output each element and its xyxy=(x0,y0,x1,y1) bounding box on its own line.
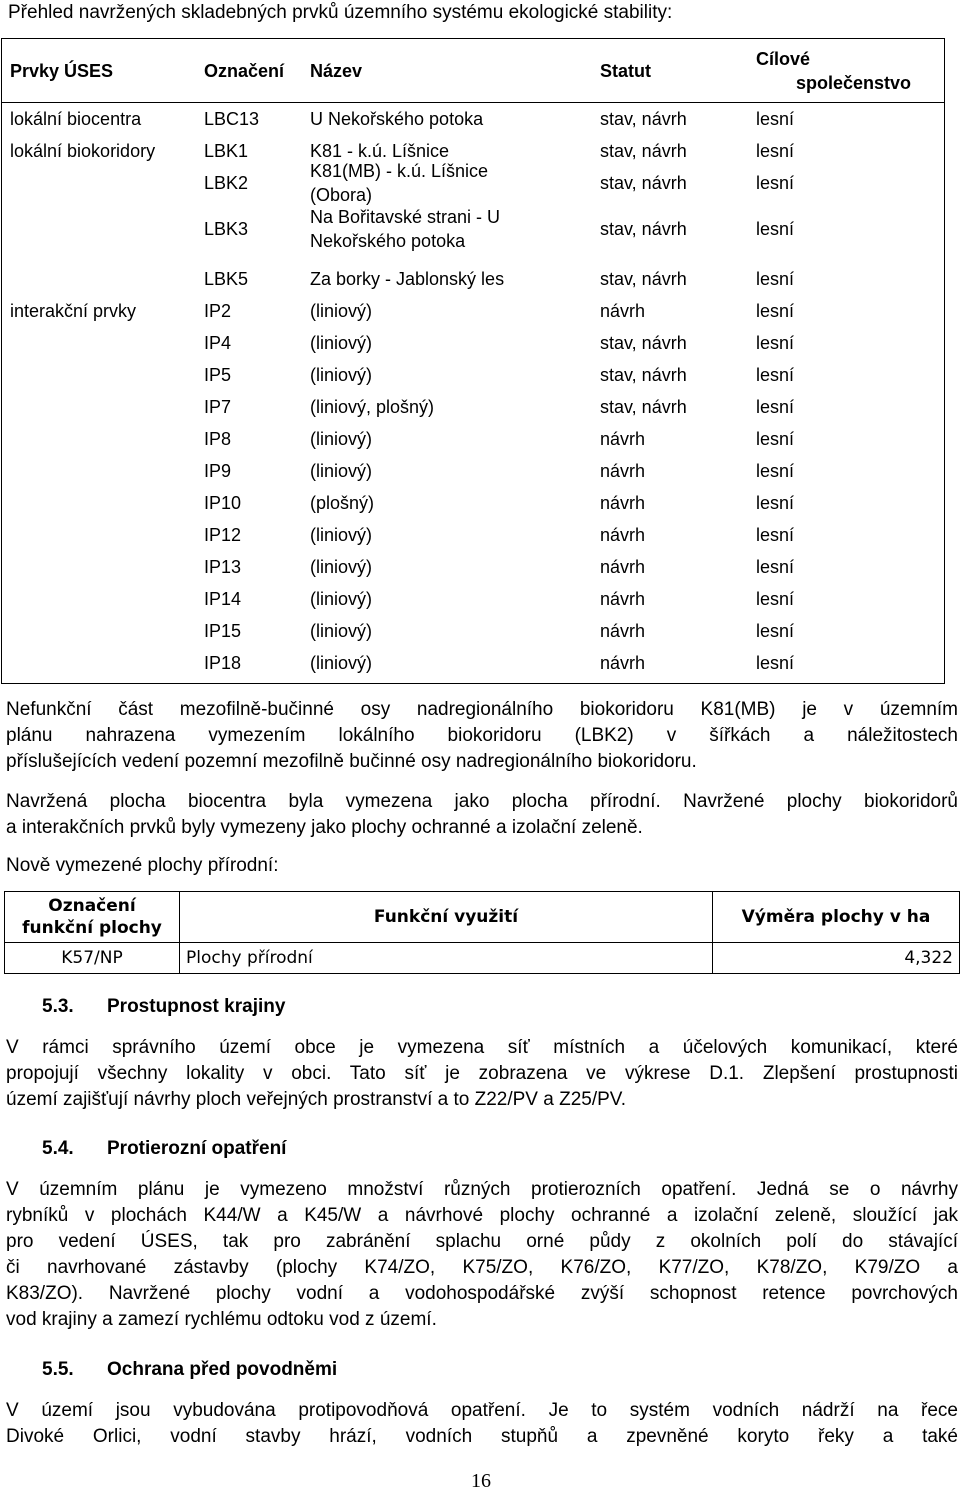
row-name-line1: K81(MB) - k.ú. Líšnice xyxy=(310,161,489,181)
area-header-use: Funkční využití xyxy=(180,892,713,943)
row-status: návrh xyxy=(600,493,646,513)
row-target: lesní xyxy=(756,397,795,417)
area-cell-area: 4,322 xyxy=(713,943,960,974)
para1-line: plánu nahrazena vymezením lokálního biokoridoru (LBK2) v šířkách a náležitostech xyxy=(6,725,958,746)
area-cell-use: Plochy přírodní xyxy=(180,943,713,974)
row-status: stav, návrh xyxy=(600,141,687,161)
row-code: IP5 xyxy=(204,365,232,385)
row-status: stav, návrh xyxy=(600,109,687,129)
row-target: lesní xyxy=(756,333,795,353)
row-code: IP18 xyxy=(204,653,242,673)
paragraph-55 xyxy=(6,1398,958,1450)
row-status: návrh xyxy=(600,525,646,545)
row-target: lesní xyxy=(756,557,795,577)
row-code: IP13 xyxy=(204,557,242,577)
row-group: lokální biocentra xyxy=(10,109,142,129)
row-code: LBK3 xyxy=(204,219,249,239)
para55-line: V území jsou vybudována protipovodňová opatření. Je to systém vodních nádrží na řece xyxy=(6,1400,958,1421)
para53-line: území zajišťují návrhy ploch veřejných prostranství a to Z22/PV a Z25/PV. xyxy=(6,1089,626,1110)
row-name: (liniový) xyxy=(310,365,373,385)
row-status: stav, návrh xyxy=(600,173,687,193)
row-code: IP8 xyxy=(204,429,232,449)
row-target: lesní xyxy=(756,219,795,239)
row-name: K81 - k.ú. Líšnice xyxy=(310,141,450,161)
row-name: (liniový) xyxy=(310,461,373,481)
header-statut: Statut xyxy=(600,61,651,81)
para54-line: V územním plánu je vymezeno množství různých protierozních opatření. Jedná se o návrhy xyxy=(6,1179,958,1200)
row-status: návrh xyxy=(600,429,646,449)
row-status: stav, návrh xyxy=(600,333,687,353)
section-55-number: 5.5. xyxy=(42,1359,74,1380)
row-code: IP4 xyxy=(204,333,232,353)
row-name: U Nekořského potoka xyxy=(310,109,484,129)
header-spolecenstvo: společenstvo xyxy=(796,73,912,93)
row-name: (liniový) xyxy=(310,333,373,353)
row-target: lesní xyxy=(756,429,795,449)
section-53-number: 5.3. xyxy=(42,996,74,1017)
row-target: lesní xyxy=(756,269,795,289)
row-status: návrh xyxy=(600,589,646,609)
para53-line: propojují všechny lokality v obci. Tato síť je zobrazena ve výkrese D.1. Zlepšení prostupnosti xyxy=(6,1063,958,1084)
row-status: návrh xyxy=(600,461,646,481)
header-prvky: Prvky ÚSES xyxy=(10,61,114,81)
row-code: IP9 xyxy=(204,461,232,481)
para1-line: příslušejících vedení pozemní mezofilně bučinné osy nadregionálního biokoridoru. xyxy=(6,751,697,772)
uses-table xyxy=(1,38,945,684)
para54-line: pro vedení ÚSES, tak pro zabránění splachu orné půdy z okolních polí do stávající xyxy=(6,1231,958,1252)
row-target: lesní xyxy=(756,109,795,129)
para54-line: vod krajiny a zamezí rychlému odtoku vod z území. xyxy=(6,1309,437,1330)
row-target: lesní xyxy=(756,653,795,673)
para55-line: Divoké Orlici, vodní stavby hrází, vodních stupňů a zpevněné koryto řeky a také xyxy=(6,1426,958,1447)
row-group: lokální biokoridory xyxy=(10,141,156,161)
row-code: IP14 xyxy=(204,589,242,609)
row-target: lesní xyxy=(756,173,795,193)
area-table xyxy=(4,891,960,974)
para54-line: či navrhované zástavby (plochy K74/ZO, K75/ZO, K76/ZO, K77/ZO, K78/ZO, K79/ZO a xyxy=(6,1257,958,1278)
row-name: (liniový, plošný) xyxy=(310,397,435,417)
row-name-line2: (Obora) xyxy=(310,185,373,205)
row-target: lesní xyxy=(756,589,795,609)
row-code: LBK1 xyxy=(204,141,249,161)
header-divider xyxy=(2,102,944,103)
paragraph-k81 xyxy=(6,697,958,775)
row-status: stav, návrh xyxy=(600,365,687,385)
row-target: lesní xyxy=(756,525,795,545)
row-name: (liniový) xyxy=(310,429,373,449)
row-status: návrh xyxy=(600,653,646,673)
row-target: lesní xyxy=(756,301,795,321)
row-code: LBK5 xyxy=(204,269,249,289)
paragraph-nove xyxy=(6,853,958,879)
row-status: návrh xyxy=(600,557,646,577)
row-code: LBK2 xyxy=(204,173,249,193)
row-name-line2: Nekořského potoka xyxy=(310,231,466,251)
row-name: (liniový) xyxy=(310,557,373,577)
row-target: lesní xyxy=(756,621,795,641)
para1-line: Nefunkční část mezofilně-bučinné osy nadregionálního biokoridoru K81(MB) je v územním xyxy=(6,699,958,720)
row-name-line1: Na Bořitavské strani - U xyxy=(310,207,501,227)
page-number: 16 xyxy=(471,1470,491,1492)
area-header-area: Výměra plochy v ha xyxy=(713,892,960,943)
row-name: (liniový) xyxy=(310,525,373,545)
paragraph-53 xyxy=(6,1035,958,1113)
row-status: návrh xyxy=(600,301,646,321)
para2-line: Navržená plocha biocentra byla vymezena jako plocha přírodní. Navržené plochy biokoridorů xyxy=(6,791,958,812)
row-name: (liniový) xyxy=(310,621,373,641)
row-name: (liniový) xyxy=(310,301,373,321)
section-54-number: 5.4. xyxy=(42,1138,74,1159)
row-code: IP7 xyxy=(204,397,232,417)
header-oznaceni: Označení xyxy=(204,61,285,81)
row-target: lesní xyxy=(756,141,795,161)
para54-line: rybníků v plochách K44/W a K45/W a návrhové plochy ochranné a izolační zeleně, sloužící jak xyxy=(6,1205,958,1226)
row-code: IP10 xyxy=(204,493,242,513)
section-53-title: Prostupnost krajiny xyxy=(107,996,286,1017)
row-target: lesní xyxy=(756,365,795,385)
row-status: stav, návrh xyxy=(600,397,687,417)
row-code: LBC13 xyxy=(204,109,260,129)
row-name: (plošný) xyxy=(310,493,375,513)
paragraph-54 xyxy=(6,1177,958,1333)
row-target: lesní xyxy=(756,493,795,513)
row-code: IP2 xyxy=(204,301,232,321)
row-code: IP12 xyxy=(204,525,242,545)
nove-line: Nově vymezené plochy přírodní: xyxy=(6,855,279,876)
row-status: stav, návrh xyxy=(600,219,687,239)
header-nazev: Název xyxy=(310,61,363,81)
para54-line: K83/ZO). Navržené plochy vodní a vodohospodářské zvýší schopnost retence povrchových xyxy=(6,1283,958,1304)
header-cilove: Cílové xyxy=(756,49,811,69)
row-status: stav, návrh xyxy=(600,269,687,289)
paragraph-plochy xyxy=(6,789,958,841)
row-code: IP15 xyxy=(204,621,242,641)
area-cell-code: K57/NP xyxy=(5,943,180,974)
row-target: lesní xyxy=(756,461,795,481)
para53-line: V rámci správního území obce je vymezena síť místních a účelových komunikací, které xyxy=(6,1037,958,1058)
row-status: návrh xyxy=(600,621,646,641)
para2-line: a interakčních prvků byly vymezeny jako plochy ochranné a izolační zeleně. xyxy=(6,817,643,838)
row-name: (liniový) xyxy=(310,589,373,609)
area-header-code: Označení funkční plochy xyxy=(5,892,180,943)
row-name: (liniový) xyxy=(310,653,373,673)
section-54-title: Protierozní opatření xyxy=(107,1138,287,1159)
section-55-title: Ochrana před povodněmi xyxy=(107,1359,338,1380)
row-name: Za borky - Jablonský les xyxy=(310,269,505,289)
row-group: interakční prvky xyxy=(10,301,137,321)
page-title: Přehled navržených skladebných prvků územního systému ekologické stability: xyxy=(8,2,673,23)
